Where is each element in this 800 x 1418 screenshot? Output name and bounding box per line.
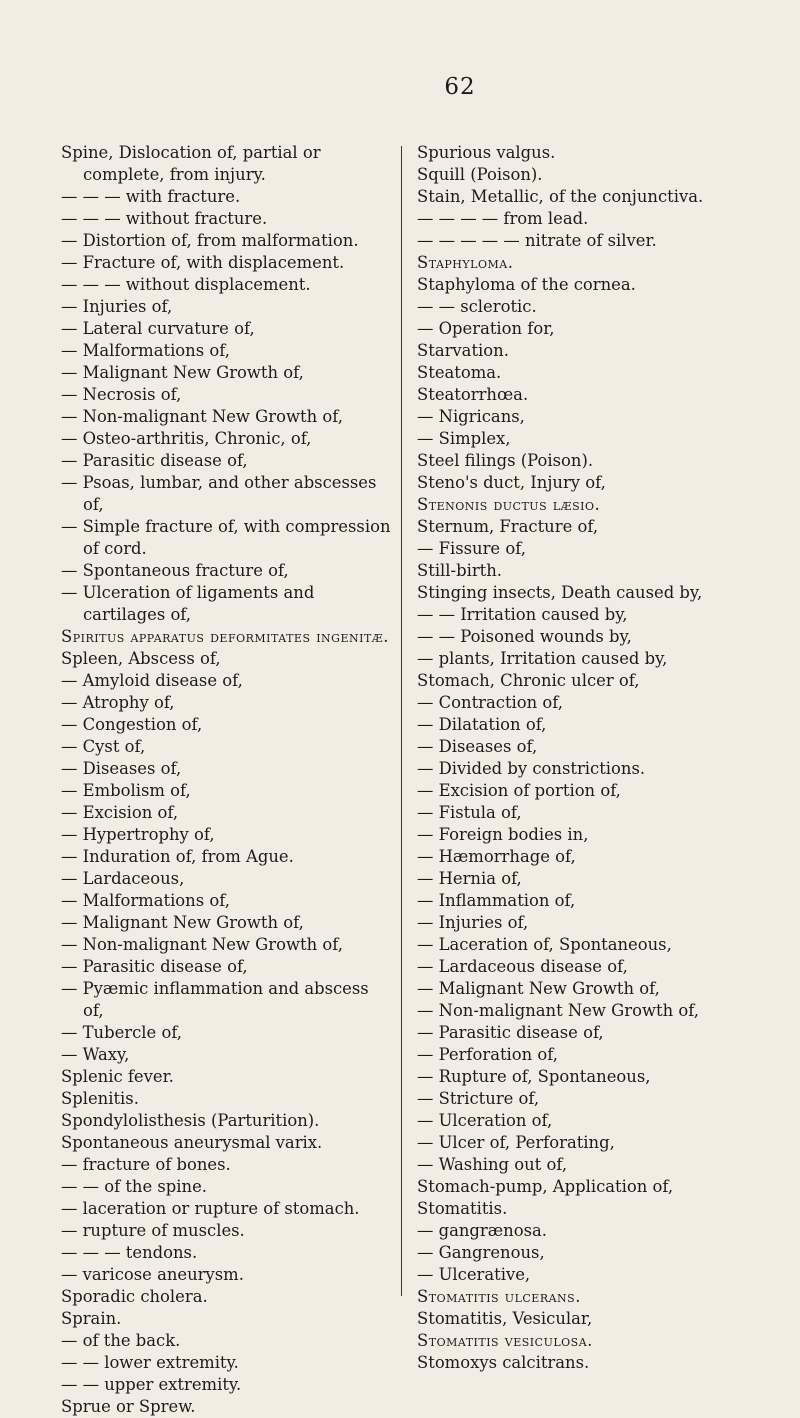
index-entry: — Congestion of,	[61, 715, 203, 734]
index-entry: — Malignant New Growth of,	[417, 979, 660, 998]
index-entry: — Dilatation of,	[417, 715, 547, 734]
index-entry: — — — — — nitrate of silver.	[417, 231, 657, 250]
index-entry: Stinging insects, Death caused by,	[417, 583, 703, 602]
index-entry: Spondylolisthesis (Parturition).	[61, 1111, 320, 1130]
index-entry: Steatoma.	[417, 363, 502, 382]
index-entry: — — — — from lead.	[417, 209, 589, 228]
index-entry: — Fistula of,	[417, 803, 522, 822]
index-entry: — Foreign bodies in,	[417, 825, 589, 844]
index-entry: — Necrosis of,	[61, 385, 182, 404]
index-entry: Splenitis.	[61, 1089, 139, 1108]
index-entry: — — sclerotic.	[417, 297, 537, 316]
index-entry: Stomoxys calcitrans.	[417, 1353, 590, 1372]
index-entry: — — — tendons.	[61, 1243, 198, 1262]
index-entry: — Hernia of,	[417, 869, 522, 888]
index-entry: — — — with fracture.	[61, 187, 241, 206]
index-entry: Squill (Poison).	[417, 165, 543, 184]
index-entry: — Rupture of, Spontaneous,	[417, 1067, 651, 1086]
page-number: 62	[444, 74, 476, 100]
index-entry: — Amyloid disease of,	[61, 671, 243, 690]
index-entry: Stomach-pump, Application of,	[417, 1177, 674, 1196]
index-entry: Sprue or Sprew.	[61, 1397, 196, 1416]
index-entry: — Simplex,	[417, 429, 511, 448]
index-entry: Steno's duct, Injury of,	[417, 473, 606, 492]
index-entry: — of the back.	[61, 1331, 181, 1350]
index-entry: — Ulcer of, Perforating,	[417, 1133, 615, 1152]
index-entry: — Nigricans,	[417, 407, 525, 426]
index-entry: — laceration or rupture of stomach.	[61, 1199, 360, 1218]
index-entry: — gangrænosa.	[417, 1221, 547, 1240]
index-entry: — Divided by constrictions.	[417, 759, 646, 778]
index-entry: — Non-malignant New Growth of,	[417, 1001, 699, 1020]
index-entry: — Waxy,	[61, 1045, 130, 1064]
index-entry: — — — without fracture.	[61, 209, 268, 228]
index-entry: — Gangrenous,	[417, 1243, 545, 1262]
index-entry: — Injuries of,	[61, 297, 173, 316]
index-entry: Stenonis ductus læsio.	[417, 495, 601, 514]
index-entry: — Simple fracture of, with compression of cord.	[61, 517, 391, 558]
index-entry: — — Poisoned wounds by,	[417, 627, 632, 646]
index-entry: Stain, Metallic, of the conjunctiva.	[417, 187, 704, 206]
index-entry: — Distortion of, from malformation.	[61, 231, 359, 250]
index-entry: Sprain.	[61, 1309, 122, 1328]
index-entry: — Ulceration of,	[417, 1111, 553, 1130]
index-entry: — Hypertrophy of,	[61, 825, 215, 844]
index-entry: Spurious valgus.	[417, 143, 556, 162]
index-entry: — — Irritation caused by,	[417, 605, 628, 624]
index-entry: — varicose aneurysm.	[61, 1265, 244, 1284]
index-entry: — Malformations of,	[61, 341, 230, 360]
index-entry: Spleen, Abscess of,	[61, 649, 221, 668]
index-entry: — Operation for,	[417, 319, 555, 338]
index-entry: Starvation.	[417, 341, 509, 360]
index-column-left	[61, 142, 393, 1418]
index-entry: — Laceration of, Spontaneous,	[417, 935, 672, 954]
index-entry: — Induration of, from Ague.	[61, 847, 294, 866]
index-entry: — — of the spine.	[61, 1177, 208, 1196]
index-entry: — Washing out of,	[417, 1155, 568, 1174]
index-entry: — Ulcerative,	[417, 1265, 531, 1284]
index-entry: Stomatitis vesiculosa.	[417, 1331, 593, 1350]
index-entry: — Parasitic disease of,	[417, 1023, 604, 1042]
index-entry: — Hæmorrhage of,	[417, 847, 576, 866]
index-entry: Staphyloma of the cornea.	[417, 275, 636, 294]
index-entry: Stomach, Chronic ulcer of,	[417, 671, 640, 690]
index-entry: — Atrophy of,	[61, 693, 175, 712]
index-entry: — rupture of muscles.	[61, 1221, 245, 1240]
index-entry: Sternum, Fracture of,	[417, 517, 599, 536]
index-entry: — Excision of,	[61, 803, 179, 822]
index-entry: — Spontaneous fracture of,	[61, 561, 289, 580]
index-entry: Stomatitis, Vesicular,	[417, 1309, 593, 1328]
index-entry: Still-birth.	[417, 561, 503, 580]
index-entry: — Embolism of,	[61, 781, 191, 800]
index-entry: — plants, Irritation caused by,	[417, 649, 668, 668]
index-entry: — Diseases of,	[417, 737, 538, 756]
index-entry: — Lardaceous disease of,	[417, 957, 628, 976]
index-entry: — Contraction of,	[417, 693, 563, 712]
index-entry: — — lower extremity.	[61, 1353, 239, 1372]
index-entry: Steel filings (Poison).	[417, 451, 594, 470]
index-entry: Staphyloma.	[417, 253, 514, 272]
index-entry: — — upper extremity.	[61, 1375, 242, 1394]
index-entry: — Cyst of,	[61, 737, 146, 756]
index-entry: — Malformations of,	[61, 891, 230, 910]
index-entry: — Parasitic disease of,	[61, 451, 248, 470]
index-entry: — Fissure of,	[417, 539, 526, 558]
index-entry: — Excision of portion of,	[417, 781, 621, 800]
index-entry: — Malignant New Growth of,	[61, 363, 304, 382]
column-divider	[401, 146, 402, 1296]
index-entry: Splenic fever.	[61, 1067, 174, 1086]
index-entry: — Tubercle of,	[61, 1023, 183, 1042]
index-entry: Steatorrhœa.	[417, 385, 529, 404]
index-entry: — Non-malignant New Growth of,	[61, 407, 343, 426]
index-entry: — Lardaceous,	[61, 869, 185, 888]
index-entry: Spontaneous aneurysmal varix.	[61, 1133, 323, 1152]
index-entry: — Fracture of, with displacement.	[61, 253, 345, 272]
index-column-right	[417, 142, 762, 1374]
index-entry: — Perforation of,	[417, 1045, 558, 1064]
index-entry: Spine, Dislocation of, partial or complete, from injury.	[61, 143, 321, 184]
index-entry: — Pyæmic inflammation and abscess of,	[61, 979, 369, 1020]
index-entry: — Non-malignant New Growth of,	[61, 935, 343, 954]
index-entry: — Parasitic disease of,	[61, 957, 248, 976]
index-entry: — Diseases of,	[61, 759, 182, 778]
index-entry: Spiritus apparatus deformitates ingenitæ.	[61, 627, 390, 646]
index-entry: Sporadic cholera.	[61, 1287, 208, 1306]
index-entry: — Psoas, lumbar, and other abscesses of,	[61, 473, 377, 514]
index-entry: — Malignant New Growth of,	[61, 913, 304, 932]
index-entry: — Stricture of,	[417, 1089, 540, 1108]
index-entry: — Injuries of,	[417, 913, 529, 932]
index-entry: — — — without displacement.	[61, 275, 311, 294]
index-entry: Stomatitis ulcerans.	[417, 1287, 581, 1306]
index-entry: Stomatitis.	[417, 1199, 508, 1218]
index-entry: — Inflammation of,	[417, 891, 576, 910]
index-entry: — Osteo-arthritis, Chronic, of,	[61, 429, 312, 448]
index-entry: — Lateral curvature of,	[61, 319, 255, 338]
index-entry: — fracture of bones.	[61, 1155, 231, 1174]
index-entry: — Ulceration of ligaments and cartilages of,	[61, 583, 315, 624]
